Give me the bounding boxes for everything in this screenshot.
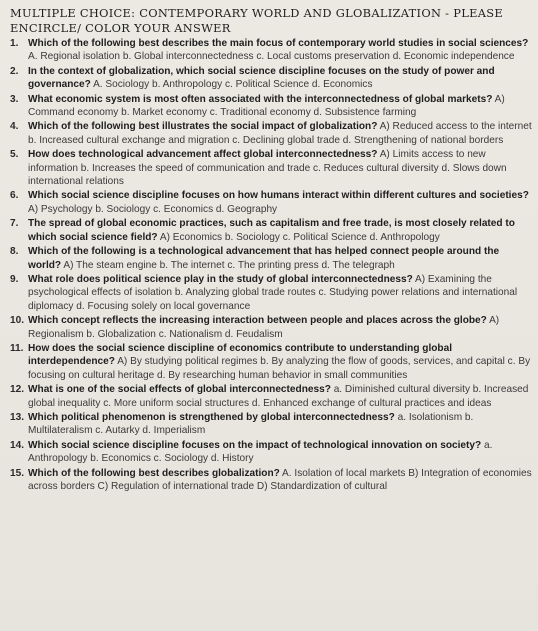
- answer-options[interactable]: a. Anthropology b. Economics c. Sociology d. History: [28, 439, 493, 465]
- question-stem: How does technological advancement affect global interconnectedness?: [28, 149, 378, 161]
- question-item: [8, 467, 532, 494]
- answer-options[interactable]: A) The steam engine b. The internet c. The printing press d. The telegraph: [63, 259, 395, 271]
- question-item: [8, 439, 532, 466]
- question-stem: What role does political science play in the study of global interconnectedness?: [28, 273, 413, 285]
- question-number: 3.: [10, 93, 19, 105]
- question-stem: What is one of the social effects of global interconnectedness?: [28, 384, 331, 396]
- question-item: [8, 120, 532, 147]
- question-number: 2.: [10, 65, 19, 77]
- question-item: [8, 65, 532, 92]
- answer-options[interactable]: A) Command economy b. Market economy c. Traditional economy d. Subsistence farming: [28, 93, 505, 119]
- question-stem: In the context of globalization, which social science discipline focuses on the study of power and governance?: [28, 65, 495, 91]
- question-stem: Which social science discipline focuses on the impact of technological innovation on society?: [28, 439, 482, 451]
- question-stem: Which of the following best describes globalization?: [28, 467, 280, 479]
- question-number: 9.: [10, 273, 19, 285]
- question-item: [8, 37, 532, 64]
- question-stem: The spread of global economic practices, such as capitalism and free trade, is most closely related to which social science field?: [28, 218, 515, 243]
- question-number: 15.: [10, 467, 25, 479]
- question-item: [8, 273, 532, 313]
- question-item: [8, 383, 532, 410]
- question-stem: How does the social science discipline of economics contribute to understanding global interdependence?: [28, 342, 453, 368]
- question-stem: Which of the following best describes the main focus of contemporary world studies in social sciences?: [28, 38, 529, 49]
- worksheet-title: MULTIPLE CHOICE: CONTEMPORARY WORLD AND GLOBALIZATION - PLEASE ENCIRCLE/ COLOR YOUR ANSWER: [10, 6, 503, 35]
- answer-options[interactable]: A. Sociology b. Anthropology c. Political Science d. Economics: [93, 79, 373, 91]
- question-number: 11.: [10, 342, 24, 354]
- answer-options[interactable]: A) Reduced access to the internet b. Increased cultural exchange and migration c. Declining global trade d. Strengthening of national borders: [28, 121, 532, 146]
- answer-options[interactable]: a. Isolationism b. Multilateralism c. Autarky d. Imperialism: [28, 411, 474, 437]
- answer-options[interactable]: A) Limits access to new information b. Increases the speed of communication and trade c. Reduces cultural diversity d. Slows down international relations: [28, 149, 507, 188]
- question-stem: Which social science discipline focuses on how humans interact within different cultures and societies?: [28, 190, 529, 202]
- question-item: [8, 342, 532, 382]
- answer-options[interactable]: A) Examining the psychological effects of isolation b. Analyzing global trade routes c. Studying power relations and international diplomacy d. Focusing solely on local governance: [28, 273, 518, 312]
- question-number: 4.: [10, 121, 19, 133]
- question-number: 7.: [10, 218, 19, 230]
- question-item: [8, 314, 532, 341]
- question-stem: Which political phenomenon is strengthened by global interconnectedness?: [28, 411, 395, 423]
- question-item: [8, 148, 532, 188]
- question-stem: Which of the following best illustrates the social impact of globalization?: [28, 121, 378, 133]
- answer-options[interactable]: A. Regional isolation b. Global interconnectedness c. Local customs preservation d. Economic independence: [28, 51, 515, 63]
- question-item: [8, 93, 532, 120]
- question-item: [8, 245, 532, 272]
- question-number: 13.: [10, 411, 25, 423]
- answer-options[interactable]: a. Diminished cultural diversity b. Increased global inequality c. More uniform social structures d. Enhanced exchange of cultural practices and ideas: [28, 384, 529, 409]
- question-stem: What economic system is most often associated with the interconnectedness of global markets?: [28, 93, 493, 105]
- answer-options[interactable]: A) Economics b. Sociology c. Political Science d. Anthropology: [159, 231, 440, 243]
- question-item: [8, 411, 532, 438]
- answer-options[interactable]: A) By studying political regimes b. By analyzing the flow of goods, services, and capital c. By focusing on cultural heritage d. By researching human behavior in small communities: [28, 356, 531, 381]
- answer-options[interactable]: A) Psychology b. Sociology c. Economics d. Geography: [28, 203, 278, 215]
- question-number: 10.: [10, 315, 25, 327]
- question-number: 6.: [10, 190, 19, 202]
- question-item: [8, 189, 532, 216]
- question-stem: Which of the following is a technological advancement that has helped connect people around the world?: [28, 246, 500, 271]
- question-number: 8.: [10, 246, 19, 258]
- question-number: 12.: [10, 384, 25, 396]
- answer-options[interactable]: A. Isolation of local markets B) Integration of economies across borders C) Regulation of international trade D) Standardization of cultural: [28, 467, 532, 492]
- question-number: 14.: [10, 439, 25, 451]
- question-item: [8, 217, 532, 244]
- answer-options[interactable]: A) Regionalism b. Globalization c. Nationalism d. Feudalism: [28, 315, 500, 340]
- question-number: 1.: [10, 38, 19, 49]
- question-list: [8, 37, 532, 493]
- question-number: 5.: [10, 149, 19, 161]
- question-stem: Which concept reflects the increasing interaction between people and places across the globe?: [28, 315, 487, 327]
